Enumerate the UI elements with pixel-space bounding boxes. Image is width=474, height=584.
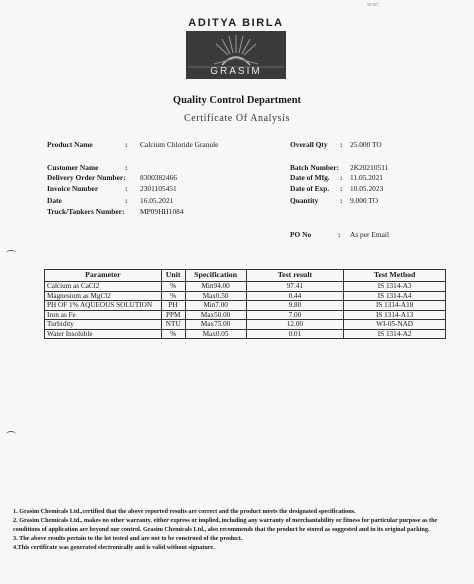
exp-date-label: Date of Exp.: [290, 184, 330, 193]
cell-test-result: 0.01: [246, 329, 344, 339]
cell-test-method: IS 1314-A13: [344, 310, 446, 320]
cell-parameter: Water Insoluble: [45, 329, 162, 339]
overall-qty-colon: :: [340, 140, 343, 149]
delivery-order-label: Delivery Order Number:: [47, 173, 126, 182]
cell-unit: %: [161, 282, 185, 292]
product-name-label: Product Name: [47, 140, 93, 149]
table-row: [45, 320, 446, 330]
header-parameter: Parameter: [45, 270, 162, 282]
header-unit: Unit: [161, 270, 185, 282]
cell-specification: Max50.00: [185, 310, 246, 320]
exp-date-colon: :: [340, 184, 343, 193]
quantity-label: Quantity: [290, 196, 319, 205]
cell-test-method: WI-05-NAD: [344, 320, 446, 330]
cell-specification: Min7.00: [185, 301, 246, 311]
table-header-row: [45, 270, 446, 282]
overall-qty-label: Overall Qty: [290, 140, 328, 149]
table-row: [45, 310, 446, 320]
cell-test-method: IS 1314-A18: [344, 301, 446, 311]
cell-unit: NTU: [161, 320, 185, 330]
table-row: [45, 291, 446, 301]
cell-parameter: Iron as Fe: [45, 310, 162, 320]
cell-parameter: Turbidity: [45, 320, 162, 330]
cell-specification: Min94.00: [185, 282, 246, 292]
table-row: [45, 301, 446, 311]
logo-name: GRASIM: [210, 66, 262, 77]
cell-test-result: 97.41: [246, 282, 344, 292]
customer-name-colon: :: [125, 163, 128, 172]
customer-name-label: Customer Name: [47, 163, 99, 172]
cell-test-method: IS 1314-A3: [344, 282, 446, 292]
cell-unit: %: [161, 291, 185, 301]
exp-date-value: 10.05.2023: [350, 184, 384, 193]
truck-number-label: Truck/Tankers Number:: [47, 207, 125, 216]
date-label: Date: [47, 196, 62, 205]
date-value: 16.05.2021: [140, 196, 174, 205]
note-2: 2. Grasim Chemicals Ltd., makes no other warranty, either express or implied, including any warranty of merchantability or fitness for particular purpose as the conditions of application are beyond our control. Grasim Chemicals Ltd., also recommends that the product be stored as suggested and in its original packing.: [13, 517, 438, 533]
scan-mark: ≡=≡=: [367, 1, 379, 9]
punch-hole-mark: [6, 431, 16, 438]
quantity-value: 9.000 TO: [350, 196, 379, 205]
analysis-table: [44, 269, 446, 339]
quantity-colon: :: [340, 196, 343, 205]
table-row: [45, 329, 446, 339]
mfg-date-value: 11.05.2021: [350, 173, 383, 182]
cell-parameter: Calcium as CaCl2: [45, 282, 162, 292]
cell-parameter: Magnesium as MgCl2: [45, 291, 162, 301]
header-specification: Specification: [185, 270, 246, 282]
note-1: 1. Grasim Chemicals Ltd.,certified that the above reported results are correct and the product meets the designated specifications.: [13, 508, 356, 515]
mfg-date-colon: :: [340, 173, 343, 182]
po-number-colon: :: [338, 230, 341, 239]
document-title: Certificate Of Analysis: [184, 113, 290, 124]
mfg-date-label: Date of Mfg.: [290, 173, 330, 182]
cell-specification: Max0.05: [185, 329, 246, 339]
overall-qty-value: 25.000 TO: [350, 140, 382, 149]
table-row: [45, 282, 446, 292]
batch-number-label: Batch Number:: [290, 163, 340, 172]
cell-test-result: 0.44: [246, 291, 344, 301]
logo-brand: ADITYA BIRLA: [188, 17, 284, 29]
cell-unit: PPM: [161, 310, 185, 320]
department-title: Quality Control Department: [172, 95, 302, 106]
cell-specification: Max75.00: [185, 320, 246, 330]
truck-number-value: MP09HH1084: [140, 207, 184, 216]
date-colon: :: [125, 196, 128, 205]
cell-test-result: 7.00: [246, 310, 344, 320]
product-name-colon: :: [125, 140, 128, 149]
note-3: 3. The above results pertain to the lot tested and are not to be construed of the product.: [13, 534, 243, 542]
invoice-number-value: 2301105451: [140, 184, 177, 193]
cell-test-result: 12.00: [246, 320, 344, 330]
invoice-number-label: Invoice Number: [47, 184, 99, 193]
cell-test-method: IS 1314-A4: [344, 291, 446, 301]
cell-unit: PH: [161, 301, 185, 311]
cell-test-result: 9.80: [246, 301, 344, 311]
cell-specification: Max0.50: [185, 291, 246, 301]
cell-parameter: PH OF 1% AQUEOUS SOLUTION: [45, 301, 162, 311]
delivery-order-value: 8300382466: [140, 173, 177, 182]
logo-emblem: [186, 31, 286, 79]
cell-unit: %: [161, 329, 185, 339]
po-number-value: As per Email: [350, 230, 389, 239]
note-4: 4.This certificate was generated electronically and is valid without signature.: [13, 544, 215, 552]
disclaimer-notes: [13, 508, 465, 553]
punch-hole-mark: [6, 250, 16, 257]
cell-test-method: IS 1314-A2: [344, 329, 446, 339]
company-logo: [186, 17, 286, 79]
header-test-result: Test result: [246, 270, 344, 282]
batch-number-value: 2K20210511: [350, 163, 389, 172]
invoice-number-colon: :: [125, 184, 128, 193]
header-test-method: Test Method: [344, 270, 446, 282]
po-number-label: PO No: [290, 230, 312, 239]
product-name-value: Calcium Chloride Granule: [140, 140, 219, 149]
